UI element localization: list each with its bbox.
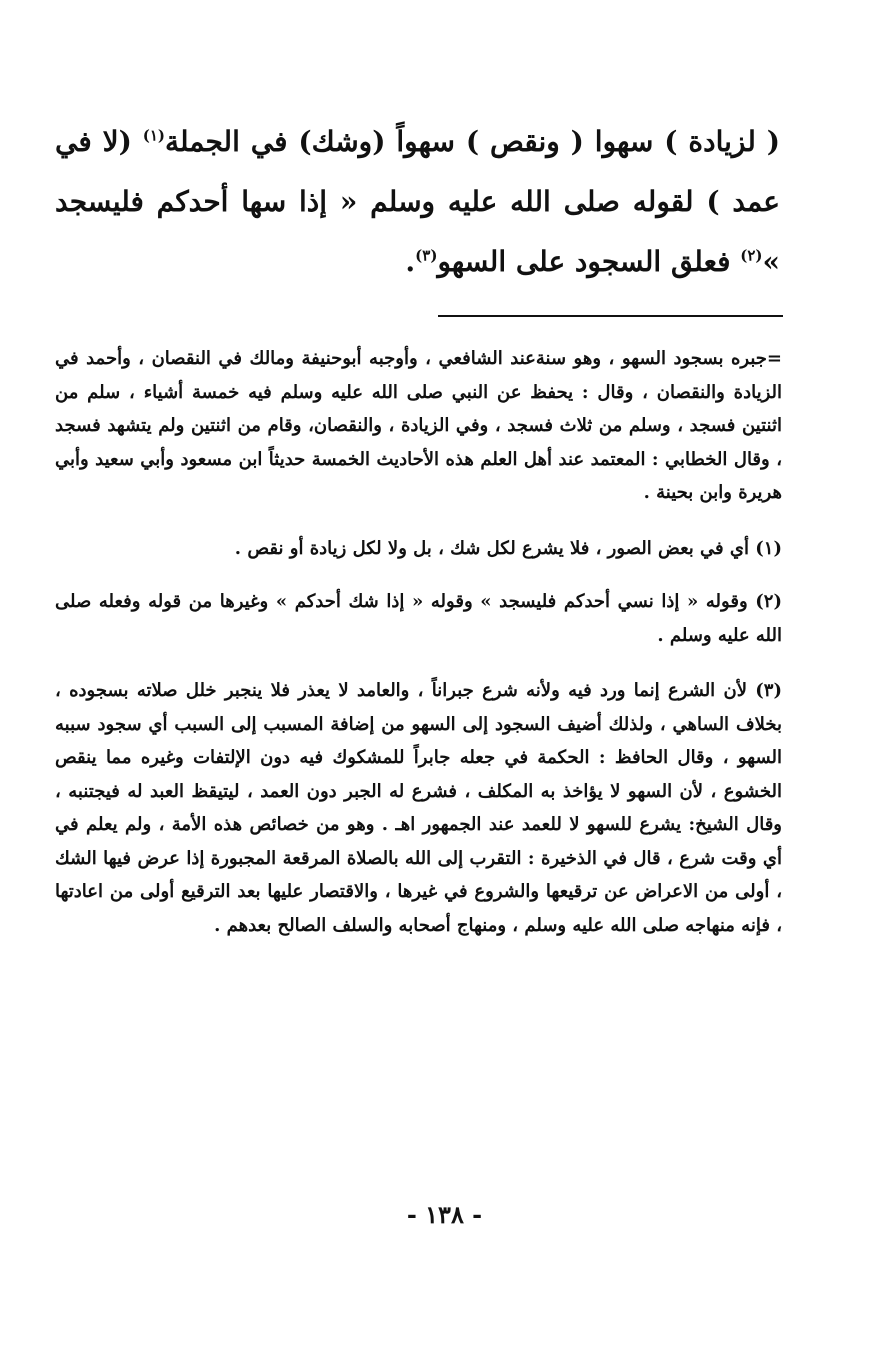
footnote-ref-3: (٣)	[415, 246, 438, 265]
main-text-segment-3: فعلق السجود على السهو	[437, 245, 741, 278]
footnote-2: (٢) وقوله « إذا نسي أحدكم فليسجد » وقوله « إذا شك أحدكم » وغيرها من قوله وفعله صلى الله عليه وسلم .	[55, 591, 782, 646]
footnote-ref-2: (٢)	[740, 246, 763, 265]
main-text-period: .	[405, 245, 416, 278]
footnote-separator	[438, 315, 783, 317]
footnote-ref-1: (١)	[142, 126, 166, 145]
main-paragraph	[55, 112, 780, 292]
footnote-3: (٣) لأن الشرع إنما ورد فيه ولأنه شرع جبراناً ، والعامد لا يعذر فلا ينجبر خلل صلاته بسجوده ، بخلاف الساهي ، ولذلك أضيف السجود إلى السهو من إضافة المسبب إلى السبب أي سجود سببه السهو ، وقال الحافظ : الحكمة في جعله جابراً للمشكوك فيه دون الإلتفات وغيره مما ينقص الخشوع ، لأن السهو لا يؤاخذ به المكلف ، فشرع له الجبر دون العمد ، ليتيقظ العبد له فيجتنبه ، وقال الشيخ: يشرع للسهو لا للعمد عند الجمهور اهـ . وهو من خصائص هذه الأمة ، ولم يعلم في أي وقت شرع ، قال في الذخيرة : التقرب إلى الله بالصلاة المرقعة المجبورة إذا عرض فيها الشك ، أولى من الاعراض عن ترقيعها والشروع في غيرها ، والاقتصار عليها بعد الترقيع أولى من اعادتها ، فإنه منهاجه صلى الله عليه وسلم ، ومنهاج أصحابه والسلف الصالح بعدهم .	[55, 680, 782, 936]
page-number: - ١٣٨ -	[406, 1200, 483, 1229]
footnote-continuation: =جبره بسجود السهو ، وهو سنةعند الشافعي ، وأوجبه أبوحنيفة ومالك في النقصان ، وأحمد في الزيادة والنقصان ، وقال : يحفظ عن النبي صلى الله عليه وسلم فيه خمسة أشياء ، سلم من اثنتين فسجد ، وسلم من ثلاث فسجد ، وفي الزيادة ، والنقصان، وقام من اثنتين ولم يتشهد فسجد ، وقال الخطابي : المعتمد عند أهل العلم هذه الأحاديث الخمسة حديثاً ابن مسعود وأبي سعيد وأبي هريرة وابن بحينة .	[55, 348, 782, 503]
main-text-segment-1: ( لزيادة ) سهوا ( ونقص ) سهواً (وشك) في الجملة	[165, 125, 781, 158]
main-text	[55, 112, 780, 292]
footnotes-section	[55, 342, 782, 942]
footnote-1: (١) أي في بعض الصور ، فلا يشرع لكل شك ، بل ولا لكل زيادة أو نقص .	[234, 537, 782, 559]
main-text-segment-2: (لا في عمد ) لقوله صلى الله عليه وسلم « إذا سها أحدكم فليسجد »	[55, 125, 780, 278]
